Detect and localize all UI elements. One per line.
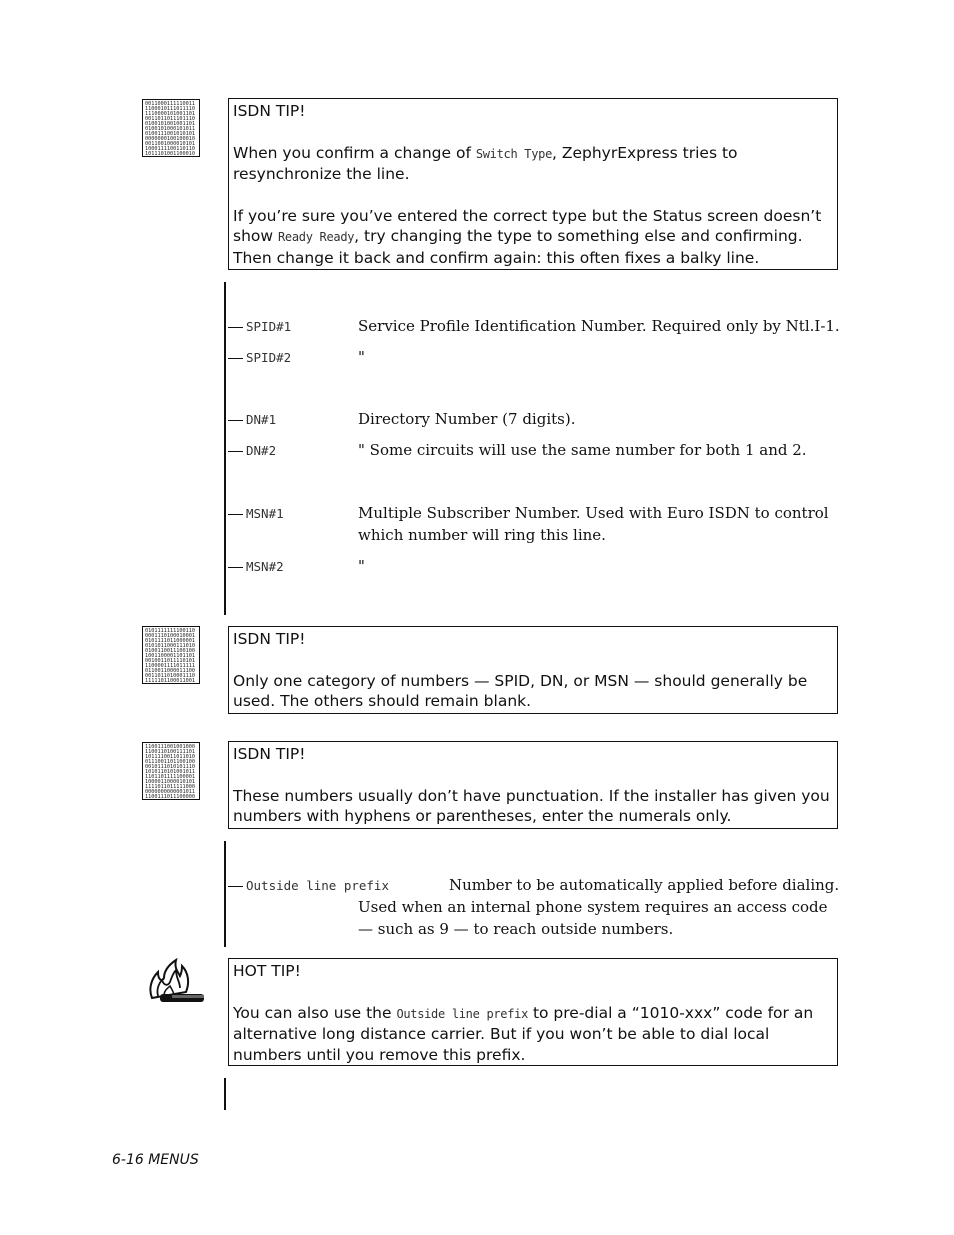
svg-text:0011000111110011: 0011000111110011 xyxy=(145,101,195,107)
field-description: " Some circuits will use the same number for both 1 and 2. xyxy=(358,441,807,459)
svg-text:0010011011110101: 0010011011110101 xyxy=(145,658,195,664)
flame-icon xyxy=(146,958,204,1006)
svg-text:0000000000001011: 0000000000001011 xyxy=(145,789,195,795)
tip-paragraph: These numbers usually don’t have punctuation. If the installer has given you numbers with hyphens or parentheses, enter the numerals only. xyxy=(233,786,830,825)
svg-text:0011011010001110: 0011011010001110 xyxy=(145,673,195,679)
section-rule xyxy=(224,282,226,615)
svg-text:1000111100110110: 1000111100110110 xyxy=(145,146,195,152)
svg-text:1100110100111101: 1100110100111101 xyxy=(145,749,195,755)
tip-paragraph: Only one category of numbers — SPID, DN, or MSN — should generally be used. The others should remain blank. xyxy=(233,671,808,710)
svg-text:1011101001100010: 1011101001100010 xyxy=(145,151,195,155)
field-description: " xyxy=(358,348,365,366)
svg-text:1100111011100000: 1100111011100000 xyxy=(145,794,195,798)
tip-title: ISDN TIP! xyxy=(233,102,306,120)
svg-text:1111101100011001: 1111101100011001 xyxy=(145,678,195,682)
svg-text:0111001101100100: 0111001101100100 xyxy=(145,759,195,765)
field-description: Number to be automatically applied before dialing. xyxy=(449,876,840,894)
isdn-tip-box xyxy=(228,741,838,829)
tip-title: ISDN TIP! xyxy=(233,630,306,648)
svg-text:1100111001001000: 1100111001001000 xyxy=(145,744,195,750)
isdn-tip-box xyxy=(228,626,838,714)
svg-text:1001100001101101: 1001100001101101 xyxy=(145,653,195,659)
svg-text:0110011000011100: 0110011000011100 xyxy=(145,668,195,674)
svg-text:1011110011011010: 1011110011011010 xyxy=(145,754,195,760)
code-text: Switch Type xyxy=(475,146,552,161)
svg-text:1100001111011111: 1100001111011111 xyxy=(145,663,195,669)
hot-tip-box xyxy=(228,958,838,1066)
svg-text:0011001000010101: 0011001000010101 xyxy=(145,141,195,147)
svg-text:1101101111100001: 1101101111100001 xyxy=(145,774,195,780)
field-description: " xyxy=(358,557,365,575)
svg-text:0100101000101011: 0100101000101011 xyxy=(145,126,195,132)
svg-text:0101111111100110: 0101111111100110 xyxy=(145,628,195,634)
field-description: Directory Number (7 digits). xyxy=(358,410,576,428)
field-term: Outside line prefix xyxy=(228,878,389,893)
svg-text:0100110011100100: 0100110011100100 xyxy=(145,648,195,654)
svg-text:0000000100100010: 0000000100100010 xyxy=(145,136,195,142)
isdn-tip-box xyxy=(228,98,838,270)
svg-text:0100111001010101: 0100111001010101 xyxy=(145,131,195,137)
svg-text:1000011000010101: 1000011000010101 xyxy=(145,779,195,785)
field-description: Service Profile Identification Number. Required only by Ntl.I-1. xyxy=(358,317,840,335)
svg-text:1111011011111000: 1111011011111000 xyxy=(145,784,195,790)
section-rule xyxy=(224,1078,226,1110)
field-term: SPID#2 xyxy=(228,350,291,365)
tip-paragraph: If you’re sure you’ve entered the correct type but the Status screen doesn’t show Ready Ready, try changing the type to something else and confirming. Then change it back and confirm again: this often fixes a balky line. xyxy=(233,206,822,267)
field-term: DN#2 xyxy=(228,443,276,458)
code-text: Outside line prefix xyxy=(396,1006,529,1021)
svg-text:0010111010101110: 0010111010101110 xyxy=(145,764,195,770)
field-term: SPID#1 xyxy=(228,319,291,334)
svg-text:0001110100010001: 0001110100010001 xyxy=(145,633,195,639)
tip-title: ISDN TIP! xyxy=(233,745,306,763)
field-term: MSN#1 xyxy=(228,506,284,521)
svg-text:1100010111011110: 1100010111011110 xyxy=(145,106,195,112)
binary-data-icon xyxy=(142,626,200,684)
binary-data-icon xyxy=(142,742,200,800)
field-description: Multiple Subscriber Number. Used with Euro ISDN to control which number will ring this line. xyxy=(358,504,829,544)
page-footer: 6-16 MENUS xyxy=(112,1152,199,1168)
tip-title: HOT TIP! xyxy=(233,962,301,980)
svg-text:0101011000111010: 0101011000111010 xyxy=(145,643,195,649)
svg-text:0011011011101110: 0011011011101110 xyxy=(145,116,195,122)
tip-paragraph: You can also use the Outside line prefix to pre-dial a “1010-xxx” code for an alternative long distance carrier. But if you won’t be able to dial local numbers until you remove this prefix. xyxy=(233,1003,814,1064)
field-term: MSN#2 xyxy=(228,559,284,574)
svg-text:0100101001001101: 0100101001001101 xyxy=(145,121,195,127)
field-description: Used when an internal phone system requires an access code — such as 9 — to reach outside numbers. xyxy=(358,898,828,938)
field-term: DN#1 xyxy=(228,412,276,427)
section-rule xyxy=(224,841,226,947)
code-text: Ready Ready xyxy=(278,230,355,244)
binary-data-icon xyxy=(142,99,200,157)
svg-text:1010110101001011: 1010110101001011 xyxy=(145,769,195,775)
svg-text:0101111011000001: 0101111011000001 xyxy=(145,638,195,644)
svg-text:1110000101001101: 1110000101001101 xyxy=(145,111,195,117)
tip-paragraph: When you confirm a change of Switch Type, ZephyrExpress tries to resynchronize the line. xyxy=(233,143,738,183)
